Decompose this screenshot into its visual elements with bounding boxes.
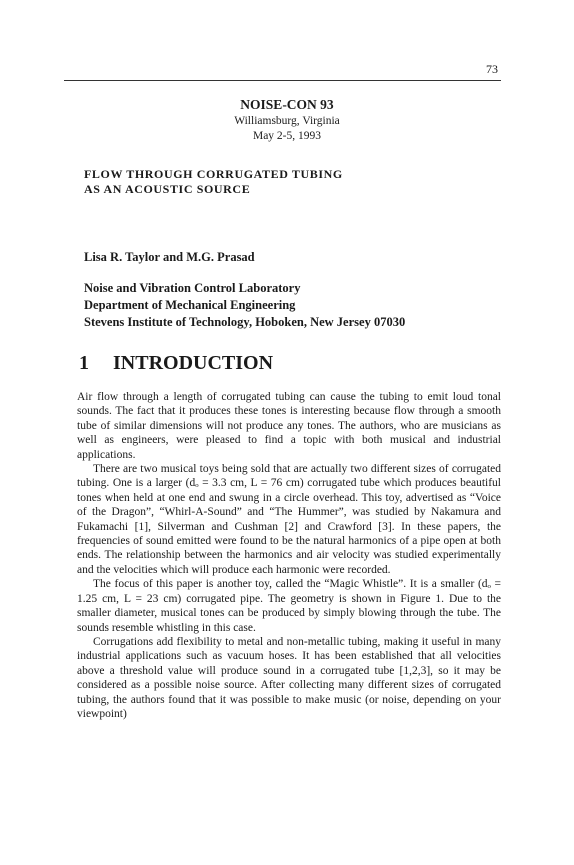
paper-title (84, 167, 343, 197)
paragraph: There are two musical toys being sold that are actually two different sizes of corrugated tubing. One is a larger (dₒ = 3.3 cm, L = 76 cm) corrugated tube which produces beautiful tones when held at one end and swung in a circle overhead. This toy, advertised as “Voice of the Dragon”, “Whirl-A-Sound” and “The Hummer”, was studied by Nakamura and Fukamachi [1], Silverman and Cushman [2] and Crawford [3]. In these papers, the frequencies of sound emitted were found to be the natural harmonics of a pipe open at both ends. The relationship between the harmonics and air velocity was studied experimentally and the velocities which will produce each harmonic were recorded. (77, 463, 501, 576)
authors: Lisa R. Taylor and M.G. Prasad (84, 250, 255, 264)
header-rule (64, 80, 501, 81)
paragraph: Air flow through a length of corrugated tubing can cause the tubing to emit loud tonal sounds. The fact that it produces these tones is interesting because flow through a smooth tube of similar dimensions will not produce any tones. The authors, who are musicians as well as engineers, were pleased to find a topic with both musical and industrial applications. (77, 391, 501, 461)
conference-dates: May 2-5, 1993 (252, 130, 322, 142)
page-number: 73 (486, 62, 498, 76)
paragraph: The focus of this paper is another toy, called the “Magic Whistle”. It is a smaller (dₒ = 1.25 cm, L = 23 cm) corrugated pipe. The geometry is shown in Figure 1. Due to the smaller diameter, musical tones can be produced by simply blowing through the tube. The sounds resemble whistling in this case. (77, 578, 501, 634)
body-text (77, 390, 501, 721)
conference-name: NOISE-CON 93 (240, 97, 334, 112)
section-number: 1 (79, 352, 89, 374)
affiliation (84, 280, 405, 331)
affiliation-line: Stevens Institute of Technology, Hoboken, New Jersey 07030 (84, 315, 406, 329)
affiliation-line: Noise and Vibration Control Laboratory (84, 281, 301, 295)
affiliation-line: Department of Mechanical Engineering (84, 298, 296, 312)
conference-location: Williamsburg, Virginia (234, 115, 340, 127)
section-title: INTRODUCTION (113, 352, 274, 374)
section-heading (79, 352, 273, 375)
title-line: FLOW THROUGH CORRUGATED TUBING (84, 167, 343, 181)
conference-block (0, 96, 574, 144)
title-line: AS AN ACOUSTIC SOURCE (84, 182, 251, 196)
paragraph: Corrugations add flexibility to metal and non-metallic tubing, making it useful in many industrial applications such as vacuum hoses. It has been established that all velocities above a threshold value will produce sound in a corrugated tube [1,2,3], so it may be considered as a possible noise source. After collecting many different sizes of corrugated tubing, the authors found that it was possible to make music (or noise, depending on your viewpoint) (77, 635, 501, 720)
